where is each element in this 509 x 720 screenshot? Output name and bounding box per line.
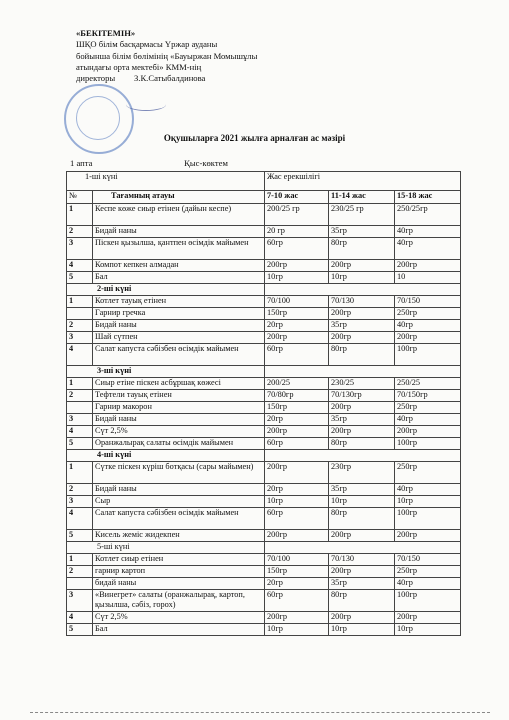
dish-name: Бал (93, 624, 265, 636)
table-row (67, 578, 461, 590)
table-row (67, 238, 461, 260)
week-label: 1 апта (70, 158, 93, 168)
portion-11-14: 230гр (329, 462, 395, 484)
portion-7-10: 20гр (265, 484, 329, 496)
dish-name: Салат капуста сәбізбен өсімдік майымен (93, 344, 265, 366)
approval-line-2: бойынша білім бөлімінің «Бауыржан Момышұлы (76, 50, 258, 61)
portion-7-10: 60гр (265, 590, 329, 612)
day-label-empty (265, 542, 461, 554)
table-row (67, 402, 461, 414)
first-day-header: 1-ші күні (67, 172, 265, 191)
dish-number: 4 (67, 426, 93, 438)
portion-7-10: 10гр (265, 624, 329, 636)
day-label-row (67, 284, 461, 296)
signature-icon (126, 98, 166, 111)
table-row (67, 320, 461, 332)
dish-number: 2 (67, 226, 93, 238)
approval-line-3: атындағы орта мектебі» КММ-нің (76, 61, 202, 72)
portion-11-14: 80гр (329, 344, 395, 366)
portion-15-18: 250гр (395, 308, 461, 320)
portion-7-10: 200гр (265, 530, 329, 542)
day-label-empty (265, 366, 461, 378)
portion-15-18: 100гр (395, 438, 461, 450)
portion-7-10: 150гр (265, 566, 329, 578)
portion-15-18: 200гр (395, 530, 461, 542)
dish-number: 2 (67, 566, 93, 578)
portion-7-10: 150гр (265, 402, 329, 414)
approval-title: «БЕКІТЕМІН» (76, 28, 136, 38)
portion-15-18: 200гр (395, 426, 461, 438)
table-header-row (67, 172, 461, 191)
portion-15-18: 250/25гр (395, 204, 461, 226)
dish-name: Сүт 2,5% (93, 612, 265, 624)
portion-7-10: 70/100 (265, 296, 329, 308)
portion-11-14: 70/130 (329, 296, 395, 308)
dish-number: 1 (67, 554, 93, 566)
table-row (67, 378, 461, 390)
dish-name: гарнир картоп (93, 566, 265, 578)
dish-number: 3 (67, 496, 93, 508)
dish-number: 1 (67, 204, 93, 226)
portion-11-14: 10гр (329, 496, 395, 508)
dish-number: 3 (67, 590, 93, 612)
day-label-row (67, 450, 461, 462)
portion-7-10: 200гр (265, 612, 329, 624)
dish-name: Піскен қызылша, қантпен өсімдік майымен (93, 238, 265, 260)
dish-name: Компот кепкен алмадан (93, 260, 265, 272)
day-label-empty (265, 450, 461, 462)
dish-number: 4 (67, 260, 93, 272)
dish-number: 2 (67, 484, 93, 496)
dish-name: Бал (93, 272, 265, 284)
dish-name: Котлет тауық етінен (93, 296, 265, 308)
portion-11-14: 200гр (329, 530, 395, 542)
approval-block (76, 28, 376, 84)
portion-15-18: 10 (395, 272, 461, 284)
portion-11-14: 230/25 (329, 378, 395, 390)
portion-11-14: 230/25 гр (329, 204, 395, 226)
dish-number: 4 (67, 344, 93, 366)
col-age2-header: 11-14 жас (329, 191, 395, 204)
dish-number: 3 (67, 238, 93, 260)
col-age3-header: 15-18 жас (395, 191, 461, 204)
table-row (67, 566, 461, 578)
portion-7-10: 200/25 гр (265, 204, 329, 226)
dish-name: Кисель жеміс жидекпен (93, 530, 265, 542)
portion-7-10: 200гр (265, 426, 329, 438)
portion-11-14: 70/130 (329, 554, 395, 566)
portion-15-18: 10гр (395, 496, 461, 508)
portion-15-18: 10гр (395, 624, 461, 636)
dish-name: Гарнир макорон (93, 402, 265, 414)
table-row (67, 344, 461, 366)
table-row (67, 462, 461, 484)
dish-name: бидай наны (93, 578, 265, 590)
dish-name: Бидай наны (93, 226, 265, 238)
dish-name: Тефтели тауық етінен (93, 390, 265, 402)
dish-number: 5 (67, 438, 93, 450)
dish-number: 5 (67, 272, 93, 284)
day-label-row (67, 542, 461, 554)
dish-name: Гарнир гречка (93, 308, 265, 320)
portion-7-10: 70/80гр (265, 390, 329, 402)
dish-name: Шай сүтпен (93, 332, 265, 344)
portion-11-14: 200гр (329, 402, 395, 414)
table-row (67, 496, 461, 508)
dish-name: Бидай наны (93, 484, 265, 496)
portion-11-14: 10гр (329, 624, 395, 636)
portion-15-18: 70/150 (395, 554, 461, 566)
dish-name: Сүт 2,5% (93, 426, 265, 438)
table-row (67, 612, 461, 624)
portion-15-18: 40гр (395, 238, 461, 260)
portion-7-10: 20гр (265, 320, 329, 332)
table-row (67, 204, 461, 226)
portion-15-18: 250гр (395, 566, 461, 578)
day-label: 3-ші күні (67, 366, 265, 378)
dish-name: Котлет сиыр етінен (93, 554, 265, 566)
table-row (67, 624, 461, 636)
dish-number: 3 (67, 332, 93, 344)
portion-15-18: 200гр (395, 332, 461, 344)
portion-11-14: 35гр (329, 484, 395, 496)
dish-number: 1 (67, 462, 93, 484)
col-dish-header: Тағамның атауы (93, 191, 265, 204)
portion-15-18: 40гр (395, 226, 461, 238)
dish-number: 2 (67, 320, 93, 332)
table-row (67, 414, 461, 426)
day-label: 5-ші күні (67, 542, 265, 554)
portion-15-18: 100гр (395, 590, 461, 612)
dish-name: Кеспе көже сиыр етінен (дайын кеспе) (93, 204, 265, 226)
dish-name: Бидай наны (93, 320, 265, 332)
portion-7-10: 20 гр (265, 226, 329, 238)
portion-7-10: 150гр (265, 308, 329, 320)
portion-7-10: 200гр (265, 332, 329, 344)
table-row (67, 332, 461, 344)
portion-11-14: 200гр (329, 612, 395, 624)
age-group-header: Жас ерекшілігі (265, 172, 461, 191)
col-number-header: № (67, 191, 93, 204)
portion-15-18: 200гр (395, 612, 461, 624)
table-row (67, 590, 461, 612)
portion-15-18: 250/25 (395, 378, 461, 390)
portion-11-14: 35гр (329, 226, 395, 238)
dish-number: 5 (67, 530, 93, 542)
portion-7-10: 60гр (265, 344, 329, 366)
portion-11-14: 200гр (329, 566, 395, 578)
table-row (67, 272, 461, 284)
portion-11-14: 200гр (329, 426, 395, 438)
dish-name: Сыр (93, 496, 265, 508)
dish-number: 5 (67, 624, 93, 636)
dish-number: 1 (67, 378, 93, 390)
portion-11-14: 200гр (329, 332, 395, 344)
portion-11-14: 80гр (329, 438, 395, 450)
approval-signature-line (76, 73, 376, 84)
portion-15-18: 40гр (395, 578, 461, 590)
table-row (67, 296, 461, 308)
portion-15-18: 70/150 (395, 296, 461, 308)
page-bottom-divider (30, 712, 490, 713)
day-label: 4-ші күні (67, 450, 265, 462)
portion-11-14: 80гр (329, 508, 395, 530)
director-name: З.К.Сатыбалдинова (134, 73, 206, 84)
table-row (67, 308, 461, 320)
table-row (67, 508, 461, 530)
dish-name: Оранжалырақ салаты өсімдік майымен (93, 438, 265, 450)
portion-7-10: 60гр (265, 438, 329, 450)
portion-15-18: 100гр (395, 344, 461, 366)
table-row (67, 260, 461, 272)
portion-15-18: 40гр (395, 484, 461, 496)
portion-7-10: 200гр (265, 462, 329, 484)
portion-15-18: 40гр (395, 320, 461, 332)
director-label: директоры (76, 73, 116, 84)
day-label-empty (265, 284, 461, 296)
portion-15-18: 40гр (395, 414, 461, 426)
dish-number: 4 (67, 612, 93, 624)
dish-number: 4 (67, 508, 93, 530)
portion-7-10: 10гр (265, 272, 329, 284)
table-row (67, 426, 461, 438)
portion-11-14: 80гр (329, 238, 395, 260)
portion-7-10: 20гр (265, 414, 329, 426)
approval-line-1: ШҚО білім басқармасы Үржар ауданы (76, 39, 218, 50)
portion-11-14: 35гр (329, 578, 395, 590)
official-stamp-icon (64, 84, 134, 154)
day-label: 2-ші күні (67, 284, 265, 296)
portion-11-14: 80гр (329, 590, 395, 612)
dish-name: Салат капуста сәбізбен өсімдік майымен (93, 508, 265, 530)
portion-7-10: 20гр (265, 578, 329, 590)
dish-number (67, 402, 93, 414)
table-row (67, 226, 461, 238)
day-label-row (67, 366, 461, 378)
portion-15-18: 200гр (395, 260, 461, 272)
table-row (67, 530, 461, 542)
portion-11-14: 35гр (329, 320, 395, 332)
portion-11-14: 70/130гр (329, 390, 395, 402)
dish-number (67, 308, 93, 320)
dish-number (67, 578, 93, 590)
week-line (70, 158, 470, 168)
menu-table (66, 171, 461, 636)
table-row (67, 390, 461, 402)
portion-7-10: 10гр (265, 496, 329, 508)
portion-15-18: 100гр (395, 508, 461, 530)
season-label: Қыс-көктем (184, 158, 228, 168)
portion-7-10: 60гр (265, 238, 329, 260)
document-title: Оқушыларға 2021 жылға арналған ас мәзірі (163, 133, 346, 143)
portion-15-18: 250гр (395, 462, 461, 484)
dish-name: «Винегрет» салаты (оранжалырақ, картоп, қызылша, сәбіз, горох) (93, 590, 265, 612)
dish-number: 3 (67, 414, 93, 426)
column-header-row (67, 191, 461, 204)
dish-name: Сиыр етіне піскен асбұршақ көжесі (93, 378, 265, 390)
portion-7-10: 60гр (265, 508, 329, 530)
dish-number: 1 (67, 296, 93, 308)
portion-11-14: 200гр (329, 260, 395, 272)
dish-name: Бидай наны (93, 414, 265, 426)
dish-name: Сүтке піскен күріш ботқасы (сары майымен) (93, 462, 265, 484)
portion-11-14: 35гр (329, 414, 395, 426)
portion-11-14: 10гр (329, 272, 395, 284)
portion-7-10: 200гр (265, 260, 329, 272)
table-row (67, 484, 461, 496)
portion-15-18: 250гр (395, 402, 461, 414)
col-age1-header: 7-10 жас (265, 191, 329, 204)
portion-7-10: 70/100 (265, 554, 329, 566)
table-row (67, 554, 461, 566)
table-row (67, 438, 461, 450)
portion-7-10: 200/25 (265, 378, 329, 390)
dish-number: 2 (67, 390, 93, 402)
portion-15-18: 70/150гр (395, 390, 461, 402)
portion-11-14: 200гр (329, 308, 395, 320)
